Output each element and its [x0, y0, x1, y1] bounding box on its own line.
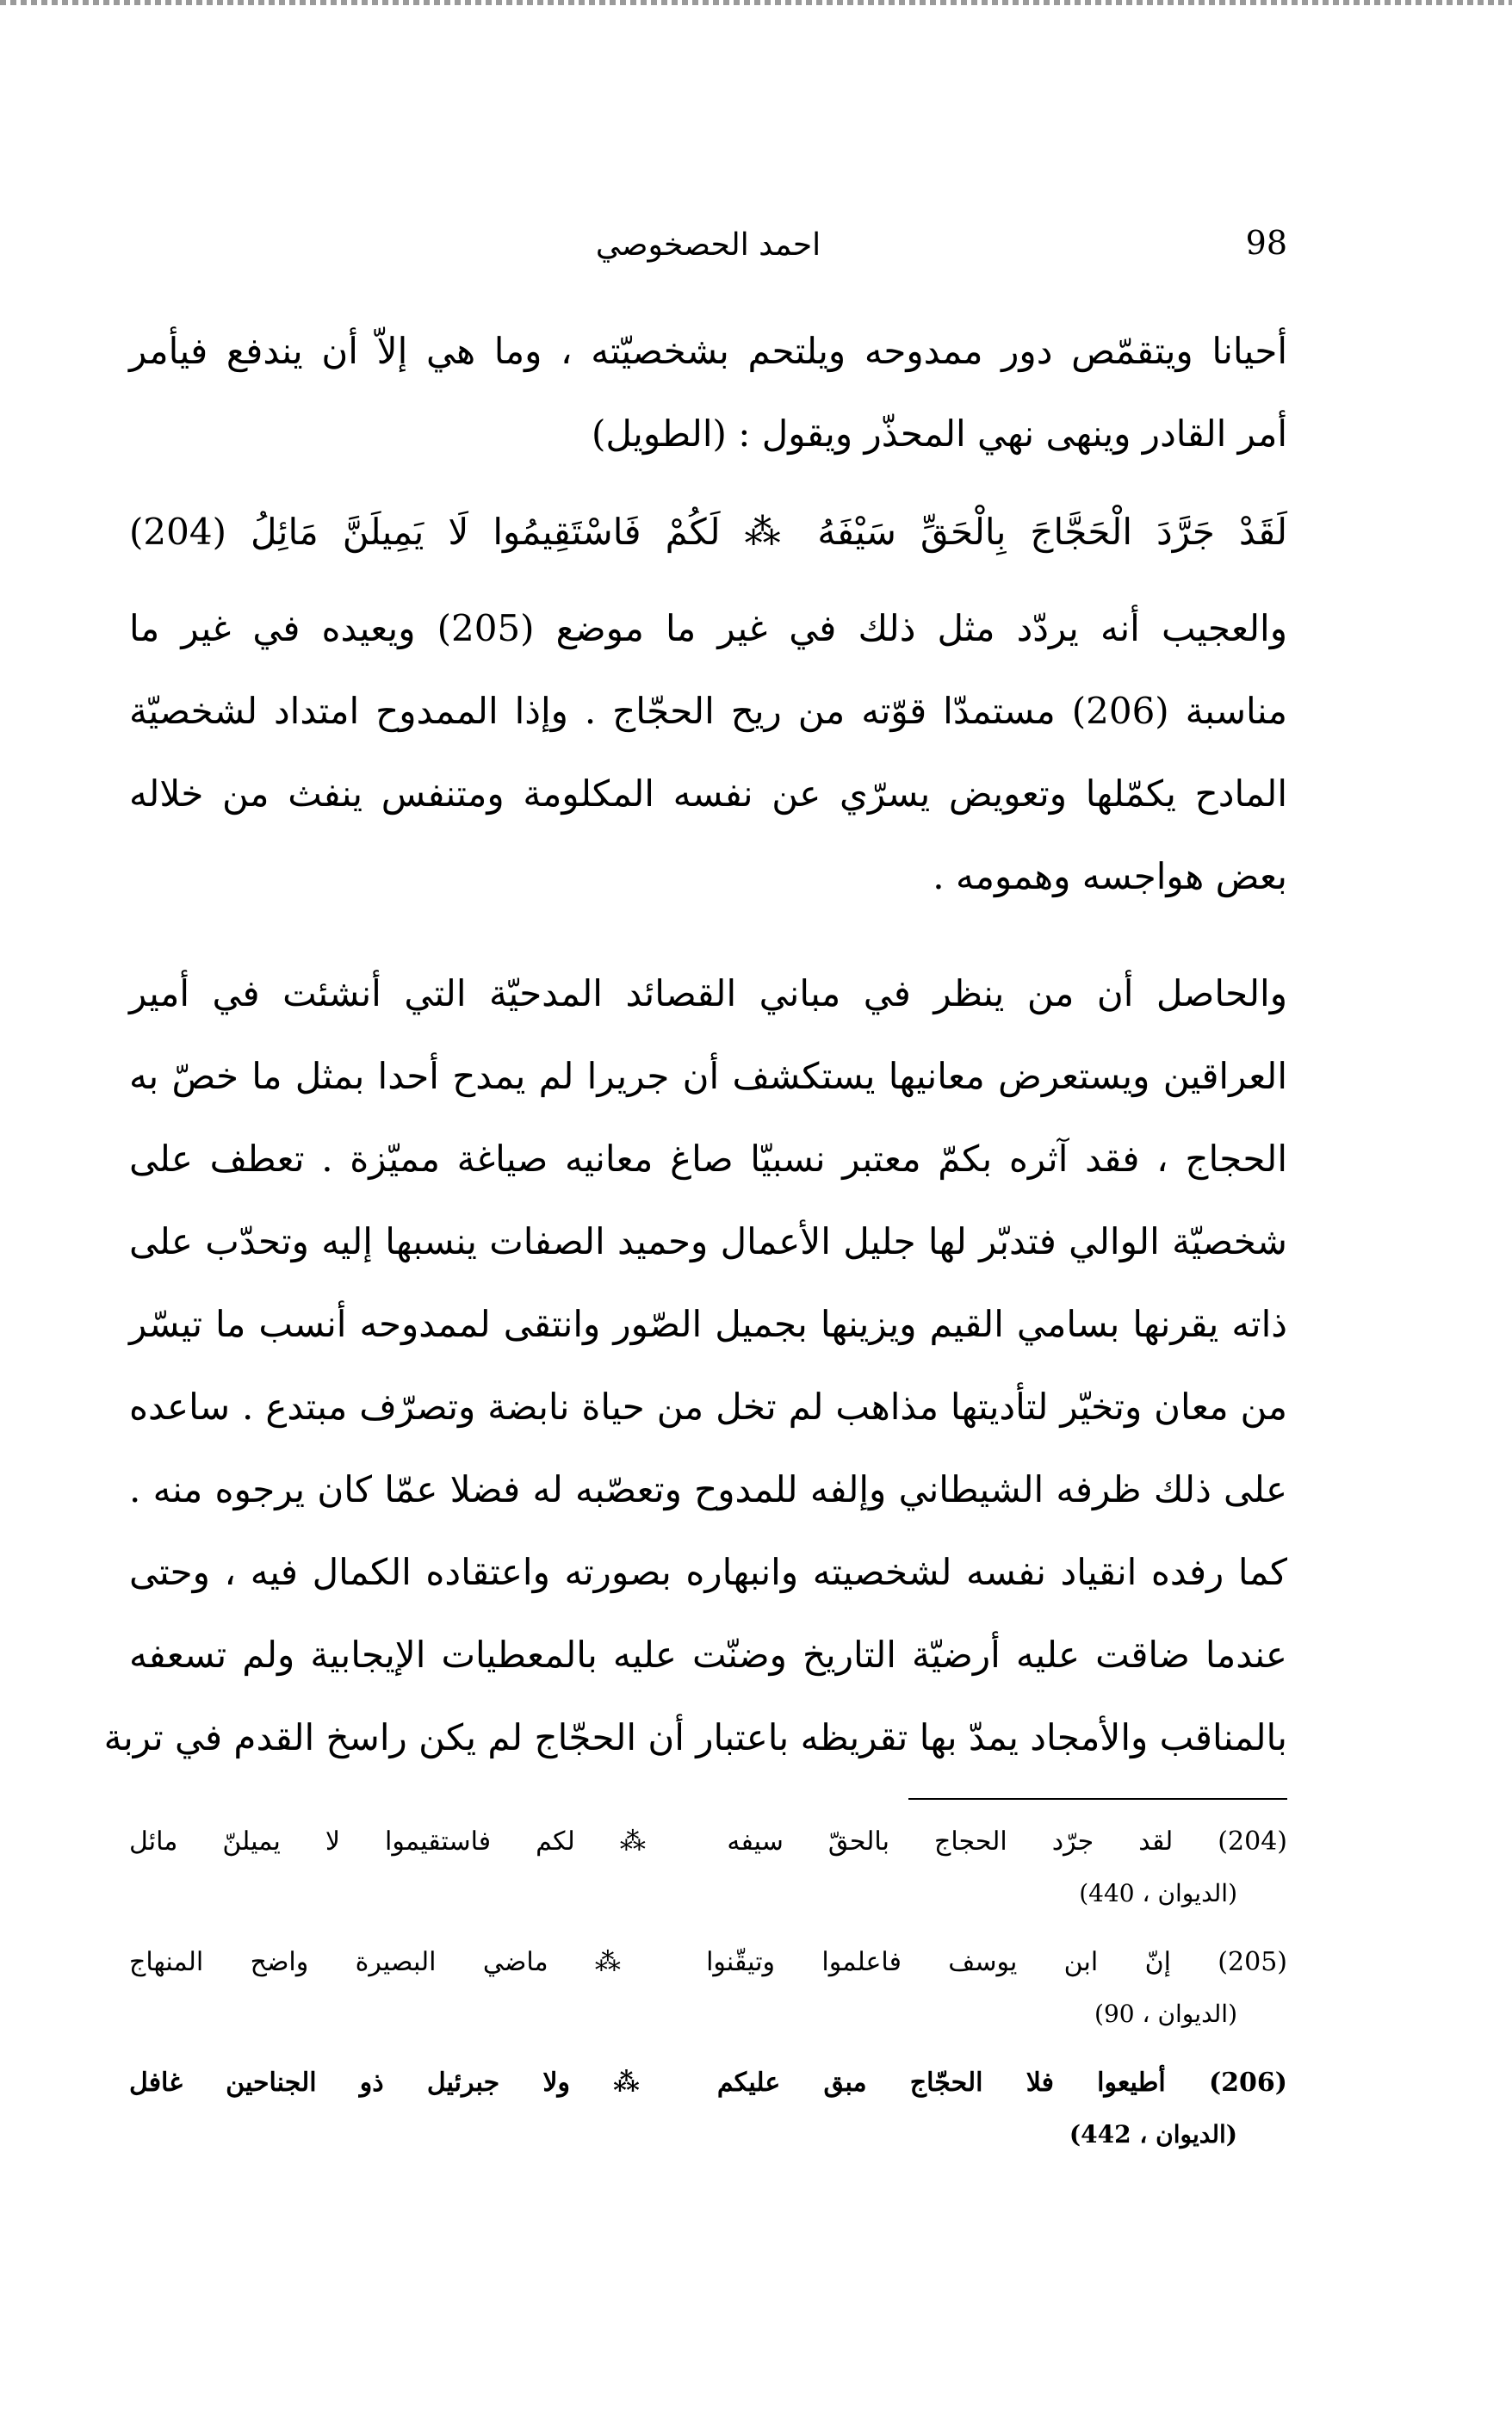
footnote-verse: (205) إنّ ابن يوسف فاعلموا وتيقّنوا ⁂ ماضي البصيرة واضح المنهاج — [129, 1947, 1287, 1977]
body-line: العراقين ويستعرض معانيها يستكشف أن جريرا لم يمدح أحدا بمثل ما خصّ به — [129, 1055, 1287, 1097]
footnote-verse: (206) أطيعوا فلا الحجّاج مبق عليكم ⁂ ولا جبرئيل ذو الجناحين غافل — [129, 2068, 1287, 2098]
footnote-205 — [129, 1933, 1287, 2037]
footnotes — [129, 1813, 1287, 2174]
body-line: والعجيب أنه يردّد مثل ذلك في غير ما موضع (205) ويعيده في غير ما — [129, 607, 1288, 649]
footnote-source: (الديوان ، 440) — [1079, 1879, 1237, 1907]
body-line: الحجاج ، فقد آثره بكمّ معتبر نسبيّا صاغ معانيه صياغة مميّزة . تعطف على — [129, 1138, 1287, 1180]
body-line: أحيانا ويتقمّص دور ممدوحه ويلتحم بشخصيّته ، وما هي إلاّ أن يندفع فيأمر — [129, 330, 1287, 372]
body-line: بالمناقب والأمجاد يمدّ بها تقريظه باعتبار أن الحجّاج لم يكن راسخ القدم في تربة — [103, 1716, 1287, 1758]
body-line: أمر القادر وينهى نهي المحذّر ويقول : (الطويل) — [591, 412, 1287, 455]
body-line: والحاصل أن من ينظر في مباني القصائد المدحيّة التي أنشئت في أمير — [129, 972, 1287, 1014]
footnote-206 — [129, 2054, 1287, 2157]
body-line: ذاته يقرنها بسامي القيم ويزينها بجميل الصّور وانتقى لممدوحه أنسب ما تيسّر — [129, 1303, 1287, 1345]
footnote-source: (الديوان ، 90) — [1094, 2000, 1237, 2028]
footnote-source: (الديوان ، 442) — [1069, 2120, 1237, 2149]
body-line: بعض هواجسه وهمومه . — [933, 855, 1287, 897]
paragraph-gap — [129, 918, 1287, 952]
footnote-verse: (204) لقد جرّد الحجاج بالحقّ سيفه ⁂ لكم فاستقيموا لا يميلنّ مائل — [129, 1826, 1287, 1857]
verse-line: لَقَدْ جَرَّدَ الْحَجَّاجَ بِالْحَقِّ سَيْفَهُ ⁂ لَكُمْ فَاسْتَقِيمُوا لَا يَمِيلَنَّ مَائِلُ (204) — [129, 511, 1287, 553]
running-head: احمد الحصخوصي — [595, 227, 821, 263]
page-header — [129, 224, 1287, 276]
body-line: المادح يكمّلها وتعويض يسرّي عن نفسه المكلومة ومتنفس ينفث من خلاله — [129, 772, 1287, 815]
body-line: عندما ضاقت عليه أرضيّة التاريخ وضنّت عليه بالمعطيات الإيجابية ولم تسعفه — [129, 1634, 1287, 1676]
body-line: شخصيّة الوالي فتدبّر لها جليل الأعمال وحميد الصفات ينسبها إليه وتحدّب على — [129, 1220, 1287, 1262]
footnote-rule — [908, 1798, 1287, 1800]
body-line: مناسبة (206) مستمدّا قوّته من ريح الحجّاج . وإذا الممدوح امتداد لشخصيّة — [129, 690, 1287, 732]
page-number: 98 — [1245, 224, 1287, 262]
body-line: من معان وتخيّر لتأديتها مذاهب لم تخل من حياة نابضة وتصرّف مبتدع . ساعده — [129, 1386, 1287, 1428]
body-line: على ذلك ظرفه الشيطاني وإلفه للمدوح وتعصّبه له فضلا عمّا كان يرجوه منه . — [129, 1468, 1287, 1510]
body-line: كما رفده انقياد نفسه لشخصيته وانبهاره بصورته واعتقاده الكمال فيه ، وحتى — [129, 1551, 1287, 1593]
page-body — [103, 310, 1288, 1779]
scan-top-edge — [0, 0, 1512, 5]
footnote-204 — [129, 1813, 1287, 1916]
